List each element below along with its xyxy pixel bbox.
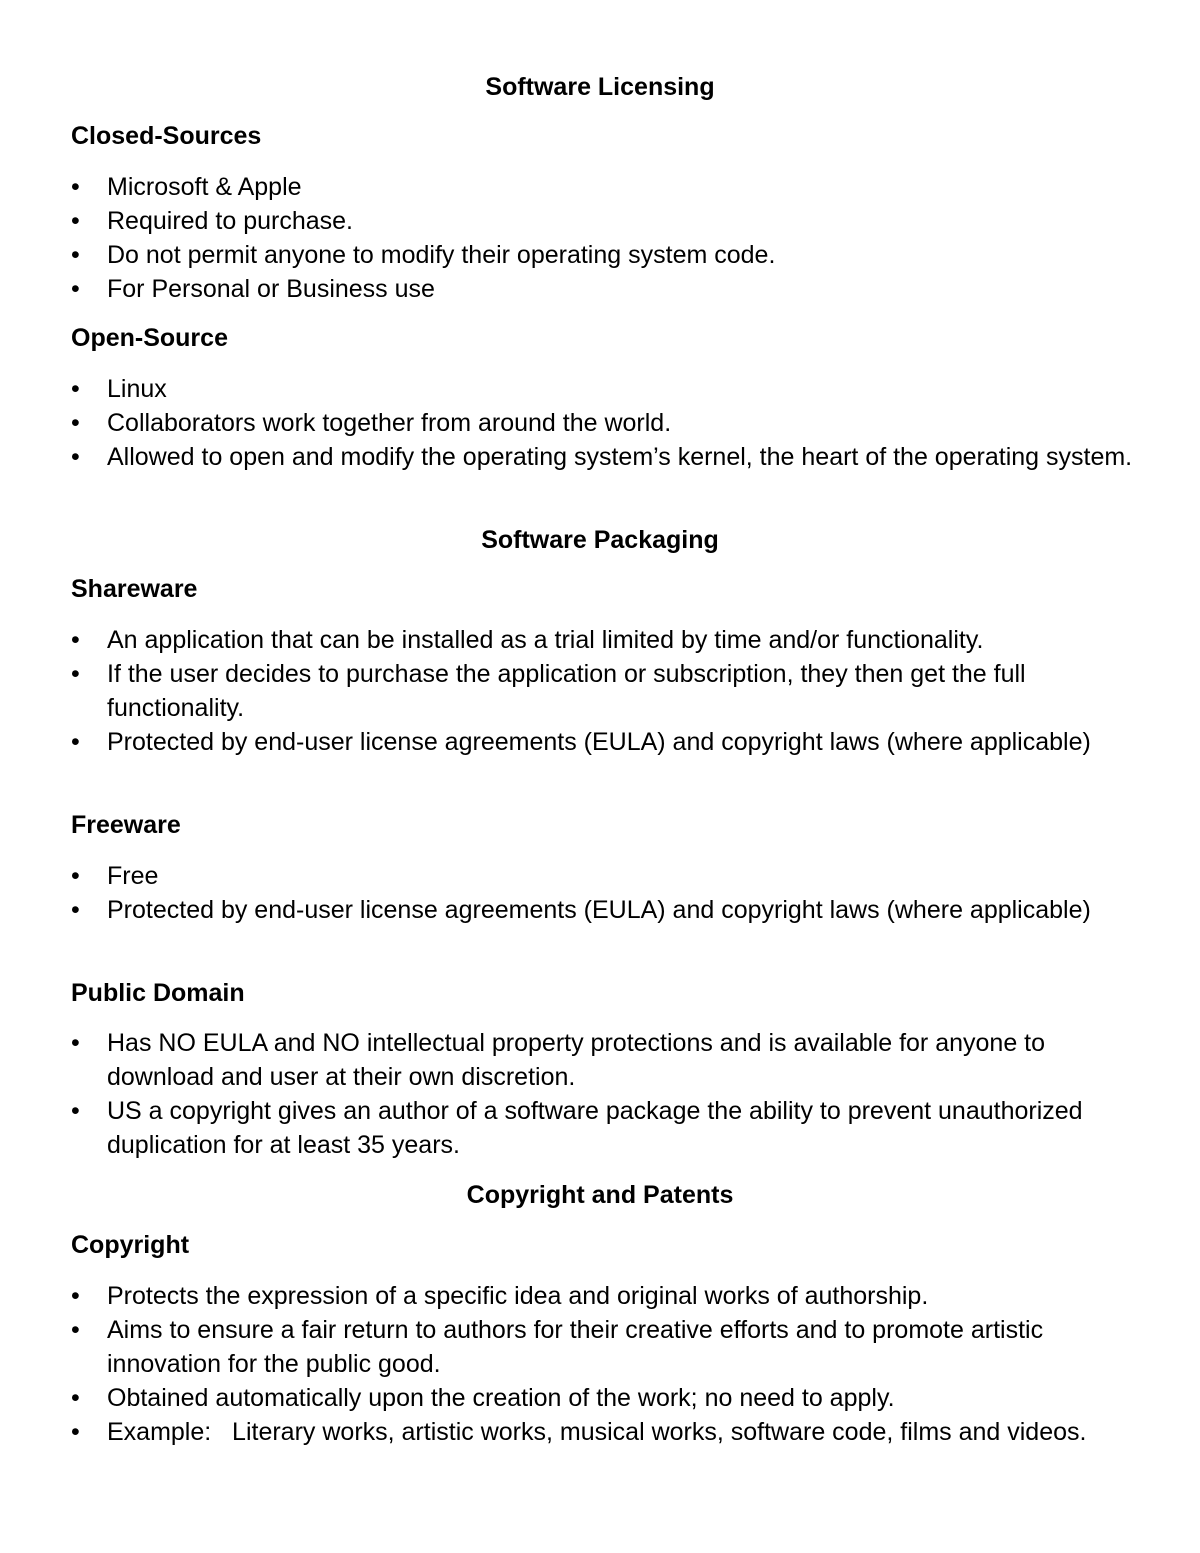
bullet-icon: • (71, 896, 80, 924)
heading-freeware: Freeware (71, 811, 181, 839)
list-closed-sources (0, 170, 1200, 306)
list-item (0, 623, 1200, 657)
list-copyright (0, 1279, 1200, 1449)
list-item (0, 1381, 1200, 1415)
section-title-software-licensing: Software Licensing (485, 73, 715, 101)
bullet-icon: • (71, 375, 80, 403)
list-item (0, 1094, 1200, 1162)
list-item (0, 440, 1200, 474)
heading-closed-sources: Closed-Sources (71, 122, 262, 150)
bullet-icon: • (71, 1384, 80, 1412)
list-item-text: Linux (107, 375, 167, 403)
bullet-icon: • (71, 1316, 80, 1344)
bullet-icon: • (71, 626, 80, 654)
list-item (0, 238, 1200, 272)
list-item-text: Aims to ensure a fair return to authors for their creative efforts and to promote artistic innovation for the public good. (107, 1316, 1044, 1378)
list-item-text: Free (107, 862, 159, 890)
list-item (0, 1279, 1200, 1313)
list-item-text: Collaborators work together from around the world. (107, 409, 672, 437)
list-item-text: Microsoft & Apple (107, 173, 302, 201)
bullet-icon: • (71, 1029, 80, 1057)
list-item (0, 372, 1200, 406)
bullet-icon: • (71, 409, 80, 437)
bullet-icon: • (71, 207, 80, 235)
section-title-software-packaging: Software Packaging (481, 526, 719, 554)
list-shareware (0, 623, 1200, 759)
list-item-text: US a copyright gives an author of a software package the ability to prevent unauthorized duplication for at least 35 years. (107, 1097, 1083, 1159)
heading-open-source: Open-Source (71, 324, 228, 352)
bullet-icon: • (71, 862, 80, 890)
list-public-domain (0, 1026, 1200, 1162)
list-item (0, 859, 1200, 893)
list-item-text: Required to purchase. (107, 207, 353, 235)
list-item (0, 272, 1200, 306)
bullet-icon: • (71, 241, 80, 269)
list-freeware (0, 859, 1200, 927)
list-open-source (0, 372, 1200, 474)
list-item (0, 725, 1200, 759)
heading-shareware: Shareware (71, 575, 198, 603)
list-item (0, 204, 1200, 238)
bullet-icon: • (71, 1097, 80, 1125)
list-item-text: Protects the expression of a specific idea and original works of authorship. (107, 1282, 929, 1310)
bullet-icon: • (71, 660, 80, 688)
list-item (0, 1313, 1200, 1381)
list-item (0, 170, 1200, 204)
list-item-text: Has NO EULA and NO intellectual property protections and is available for anyone to download and user at their own discretion. (107, 1029, 1046, 1091)
list-item-text: For Personal or Business use (107, 275, 435, 303)
heading-public-domain: Public Domain (71, 979, 245, 1007)
list-item (0, 1415, 1200, 1449)
list-item-text: Protected by end-user license agreements (EULA) and copyright laws (where applicable) (107, 728, 1091, 756)
list-item (0, 657, 1200, 725)
list-item-text: An application that can be installed as a trial limited by time and/or functionality. (107, 626, 984, 654)
list-item-text: Obtained automatically upon the creation of the work; no need to apply. (107, 1384, 895, 1412)
bullet-icon: • (71, 173, 80, 201)
bullet-icon: • (71, 1282, 80, 1310)
list-item (0, 406, 1200, 440)
list-item-text: Allowed to open and modify the operating system’s kernel, the heart of the operating system. (107, 443, 1133, 471)
bullet-icon: • (71, 275, 80, 303)
section-title-copyright-and-patents: Copyright and Patents (466, 1181, 734, 1209)
bullet-icon: • (71, 1418, 80, 1446)
list-item-text: Do not permit anyone to modify their operating system code. (107, 241, 776, 269)
heading-copyright: Copyright (71, 1231, 190, 1259)
list-item-text: If the user decides to purchase the application or subscription, they then get the full functionality. (107, 660, 1026, 722)
list-item-text: Protected by end-user license agreements (EULA) and copyright laws (where applicable) (107, 896, 1091, 924)
bullet-icon: • (71, 728, 80, 756)
list-item (0, 1026, 1200, 1094)
list-item (0, 893, 1200, 927)
list-item-text: Example: Literary works, artistic works, musical works, software code, films and videos. (107, 1418, 1087, 1446)
bullet-icon: • (71, 443, 80, 471)
